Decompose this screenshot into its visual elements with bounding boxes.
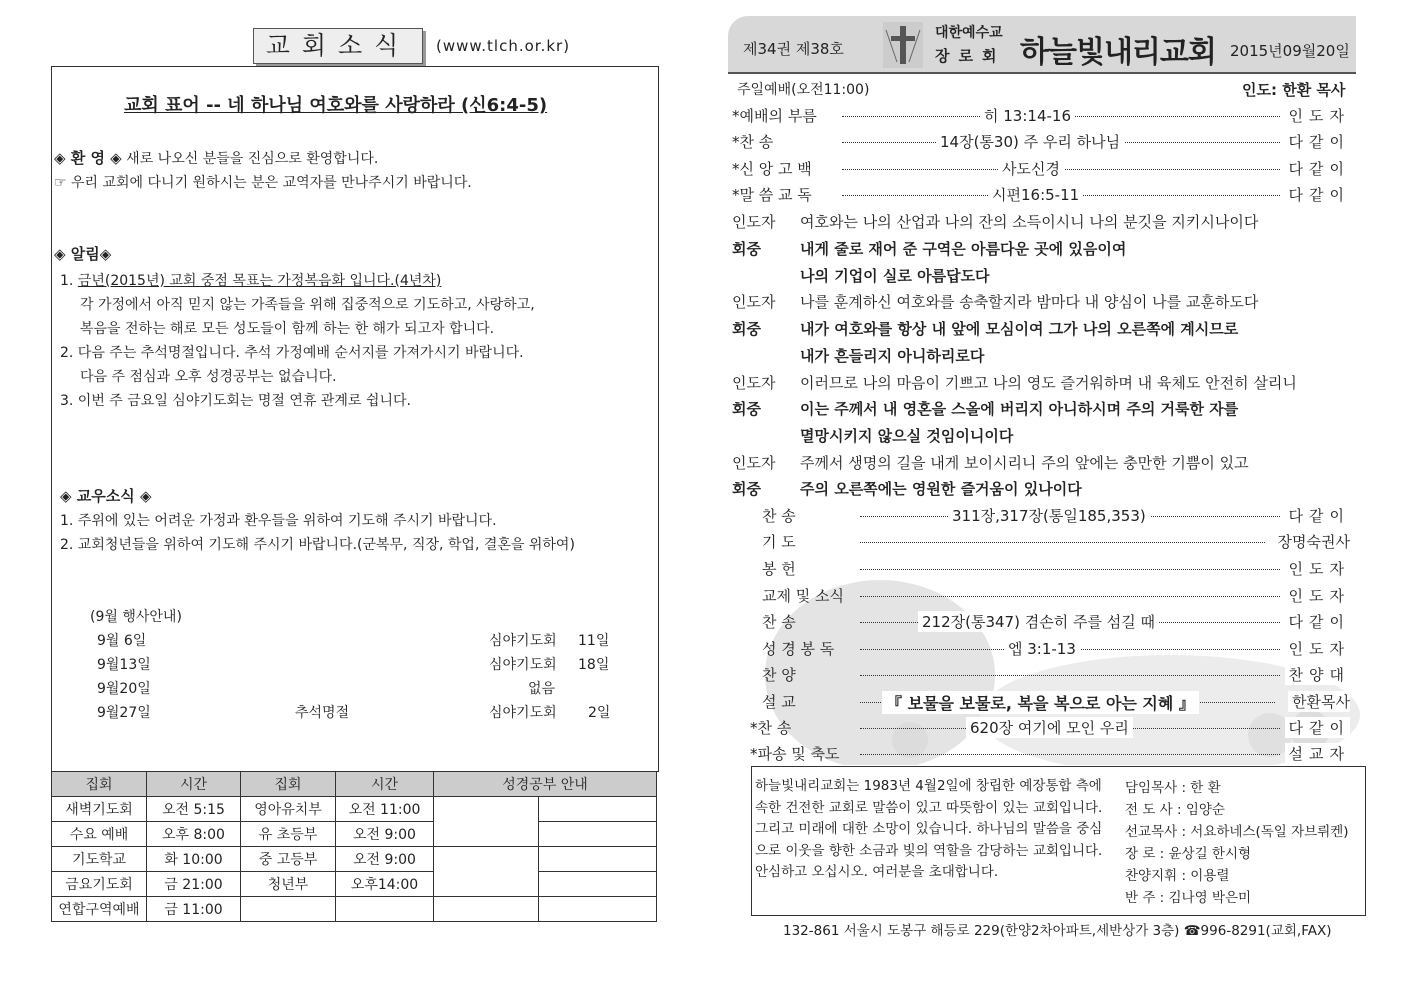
worship-item — [732, 555, 1350, 581]
worship-item — [732, 661, 1350, 687]
service-label: 주일예배(오전11:00) — [737, 82, 870, 98]
reading-speaker: 회중 — [732, 320, 761, 338]
denomination-name: 대한예수교 — [935, 25, 1003, 41]
site-url[interactable]: (www.tlch.or.kr) — [436, 37, 571, 55]
table-cell — [539, 797, 657, 822]
staff-item: 담임목사 : 한 환 — [1125, 780, 1221, 796]
event-date: 9월 6일 — [97, 633, 147, 649]
worship-item-label: *예배의 부름 — [732, 107, 817, 125]
worship-item-label: *신 앙 고 백 — [732, 160, 812, 178]
table-cell — [434, 847, 539, 897]
table-cell — [434, 897, 539, 922]
worship-item-leader: 설교자 — [1285, 743, 1350, 764]
table-cell: 청년부 — [241, 872, 336, 897]
table-cell — [336, 897, 434, 922]
table-cell: 유 초등부 — [241, 822, 336, 847]
worship-item-label: *파송 및 축도 — [750, 745, 840, 763]
table-header: 성경공부 안내 — [434, 772, 657, 797]
worship-item-label: 기 도 — [762, 533, 796, 551]
church-introduction: 하늘빛내리교회는 1983년 4월2일에 창립한 예장통합 측에 속한 건전한 교회로 말씀이 있고 따뜻함이 있는 교회입니다. 그리고 미래에 대한 소망이 있습니다. 하나님의 말씀을 중심으로 이웃을 향한 소금과 빛의 역할을 감당하는 교회입니다. 안심하고 오십시오. 여러분을 초대합니다. — [755, 778, 1103, 881]
event-name: 심야기도회 — [489, 705, 557, 721]
reading-text: 이는 주께서 내 영혼을 스올에 버리지 아니하시며 주의 거룩한 자를 — [800, 400, 1239, 418]
reading-text: 내가 흔들리지 아니하리로다 — [800, 347, 985, 365]
church-name: 하늘빛내리교회 — [1020, 35, 1216, 70]
reading-text: 멸망시키지 않으실 것임이니이다 — [800, 427, 1014, 445]
reading-text: 내게 줄로 재어 준 구역은 아름다운 곳에 있음이여 — [800, 240, 1127, 258]
church-motto: 교회 표어 -- 네 하나님 여호와를 사랑하라 (신6:4-5) — [124, 95, 548, 116]
worship-item — [732, 582, 1350, 608]
worship-item-content: 311장,317장(통일185,353) — [948, 505, 1150, 526]
reading-text: 내가 여호와를 항상 내 앞에 모심이여 그가 나의 오른쪽에 계시므로 — [800, 320, 1239, 338]
table-cell — [539, 822, 657, 847]
welcome-line — [54, 147, 378, 168]
worship-item-leader: 인도자 — [1285, 585, 1350, 606]
table-header: 집회 — [241, 772, 336, 797]
table-cell: 새벽기도회 — [52, 797, 147, 822]
reading-speaker: 인도자 — [732, 213, 776, 231]
table-cell: 금요기도회 — [52, 872, 147, 897]
member-news-2: 2. 교회청년들을 위하여 기도해 주시기 바랍니다.(군복무, 직장, 학업, 결혼을 위하여) — [60, 537, 575, 553]
notice-heading: ◈ 알림◈ — [54, 245, 112, 263]
worship-item-leader: 다같이 — [1285, 131, 1350, 152]
worship-item-content: 엡 3:1-13 — [1004, 638, 1080, 659]
table-cell — [539, 872, 657, 897]
reading-speaker: 인도자 — [732, 293, 776, 311]
event-holiday: 추석명절 — [295, 705, 350, 721]
dot-leader — [860, 675, 1280, 676]
worship-item-leader: 인도자 — [1285, 558, 1350, 579]
worship-item-leader: 인도자 — [1285, 638, 1350, 659]
reading-text: 이러므로 나의 마음이 기쁘고 나의 영도 즐거워하며 내 육체도 안전히 살리니 — [800, 374, 1297, 392]
reading-speaker: 회중 — [732, 240, 761, 258]
worship-item — [732, 635, 1350, 661]
worship-item — [732, 181, 1350, 207]
worship-item-content: 사도신경 — [998, 158, 1064, 179]
table-cell: 오후 8:00 — [147, 822, 241, 847]
staff-item: 장 로 : 윤상길 한시형 — [1125, 846, 1252, 862]
worship-item — [732, 688, 1350, 714]
event-date: 9월20일 — [97, 681, 151, 697]
table-cell: 금 21:00 — [147, 872, 241, 897]
worship-item-leader: 다같이 — [1285, 505, 1350, 526]
reading-speaker: 인도자 — [732, 454, 776, 472]
event-day: 11일 — [578, 633, 610, 649]
table-cell: 오전 11:00 — [336, 797, 434, 822]
worship-item-label: *찬 송 — [750, 719, 792, 737]
reading-speaker: 인도자 — [732, 374, 776, 392]
table-cell: 오후14:00 — [336, 872, 434, 897]
table-cell: 오전 5:15 — [147, 797, 241, 822]
sermon-title: 『 보물을 보물로, 복을 복으로 아는 지혜 』 — [882, 691, 1199, 714]
table-cell — [539, 897, 657, 922]
event-name: 없음 — [528, 681, 556, 697]
table-cell — [434, 797, 539, 847]
table-cell: 기도학교 — [52, 847, 147, 872]
table-cell: 영아유치부 — [241, 797, 336, 822]
worship-item-leader: 인도자 — [1285, 105, 1350, 126]
worship-item-label: 설 교 — [762, 693, 796, 711]
reading-speaker: 회중 — [732, 400, 761, 418]
denomination-name-2: 장로회 — [935, 47, 1006, 65]
welcome-note: ☞ 우리 교회에 다니기 원하시는 분은 교역자를 만나주시기 바랍니다. — [54, 175, 472, 191]
church-address: 132-861 서울시 도봉구 해등로 229(한양2차아파트,세반상가 3층) ☎996-8291(교회,FAX) — [783, 923, 1332, 939]
worship-item-label: 찬 송 — [762, 507, 796, 525]
worship-item — [732, 608, 1350, 634]
staff-item: 선교목사 : 서요하네스(독일 자브뤼켄) — [1125, 824, 1349, 840]
reading-speaker: 회중 — [732, 480, 761, 498]
worship-item — [732, 528, 1350, 554]
notice-3: 3. 이번 주 금요일 심야기도회는 명절 연휴 관계로 쉽니다. — [60, 393, 411, 409]
notice-1 — [60, 270, 441, 290]
member-news-1: 1. 주위에 있는 어려운 가정과 환우들을 위하여 기도해 주시기 바랍니다. — [60, 513, 497, 529]
worship-item-leader: 한환목사 — [1288, 691, 1350, 712]
worship-item — [732, 740, 1350, 766]
news-title: 교회소식 — [253, 28, 423, 64]
worship-item-label: 성 경 봉 독 — [762, 640, 835, 658]
worship-item-leader: 장명숙권사 — [1274, 531, 1350, 552]
table-cell: 화 10:00 — [147, 847, 241, 872]
worship-item-content: 시편16:5-11 — [988, 184, 1083, 205]
dot-leader — [860, 754, 1280, 755]
table-cell — [539, 847, 657, 872]
reading-text: 나의 기업이 실로 아름답도다 — [800, 267, 990, 285]
member-news-heading: ◈ 교우소식 ◈ — [60, 487, 152, 505]
table-cell: 수요 예배 — [52, 822, 147, 847]
table-cell: 오전 9:00 — [336, 847, 434, 872]
worship-item — [732, 714, 1350, 740]
table-cell: 연합구역예배 — [52, 897, 147, 922]
worship-item-leader: 다같이 — [1285, 184, 1350, 205]
reading-text: 나를 훈계하신 여호와를 송축할지라 밤마다 내 양심이 나를 교훈하도다 — [800, 293, 1259, 311]
worship-item — [732, 128, 1350, 154]
bulletin-date: 2015년09월20일 — [1230, 42, 1350, 60]
notice-1-num: 1. — [60, 273, 78, 289]
worship-item — [732, 155, 1350, 181]
table-cell — [241, 897, 336, 922]
welcome-heading: ◈ 환 영 ◈ — [54, 149, 122, 167]
notice-2: 2. 다음 주는 추석명절입니다. 추석 가정예배 순서지를 가져가시기 바랍니다. — [60, 345, 524, 361]
church-logo-icon — [883, 22, 923, 68]
worship-item-label: 찬 양 — [762, 666, 796, 684]
dot-leader — [860, 596, 1280, 597]
worship-item-content: 14장(통30) 주 우리 하나님 — [936, 131, 1124, 152]
worship-item-leader: 찬양대 — [1285, 664, 1350, 685]
table-row — [52, 822, 657, 847]
table-row — [52, 797, 657, 822]
reading-text: 주께서 생명의 길을 내게 보이시리니 주의 앞에는 충만한 기쁨이 있고 — [800, 454, 1249, 472]
worship-item-label: *찬 송 — [732, 133, 774, 151]
table-row — [52, 872, 657, 897]
event-date: 9월27일 — [97, 705, 151, 721]
meeting-schedule-table — [51, 771, 657, 922]
notice-2-line2: 다음 주 점심과 오후 성경공부는 없습니다. — [80, 369, 337, 385]
volume-number: 제34권 제38호 — [743, 40, 844, 58]
worship-item-content: 620장 여기에 모인 우리 — [966, 717, 1133, 738]
reading-text: 여호와는 나의 산업과 나의 잔의 소득이시니 나의 분깃을 지키시나이다 — [800, 213, 1259, 231]
worship-item-leader: 다같이 — [1285, 158, 1350, 179]
worship-item-label: 찬 송 — [762, 613, 796, 631]
table-cell: 중 고등부 — [241, 847, 336, 872]
worship-item-leader: 다같이 — [1285, 611, 1350, 632]
worship-item-label: *말 씀 교 독 — [732, 186, 812, 204]
event-name: 심야기도회 — [489, 633, 557, 649]
table-header: 시간 — [336, 772, 434, 797]
worship-item-leader: 다같이 — [1285, 717, 1350, 738]
table-cell: 오전 9:00 — [336, 822, 434, 847]
worship-item-label: 교제 및 소식 — [762, 587, 844, 605]
notice-1-text: 금년(2015년) 교회 중점 목표는 가정복음화 입니다.(4년차) — [77, 273, 442, 289]
event-day: 2일 — [588, 705, 611, 721]
dot-leader — [860, 569, 1280, 570]
staff-item: 찬양지휘 : 이용렬 — [1125, 868, 1230, 884]
worship-item — [732, 502, 1350, 528]
service-leader: 인도: 한환 목사 — [1242, 81, 1346, 99]
reading-text: 주의 오른쪽에는 영원한 즐거움이 있나이다 — [800, 480, 1082, 498]
welcome-text: 새로 나오신 분들을 진심으로 환영합니다. — [121, 151, 379, 167]
table-row — [52, 847, 657, 872]
worship-item-content: 히 13:14-16 — [980, 105, 1075, 126]
table-header: 시간 — [147, 772, 241, 797]
events-heading: (9월 행사안내) — [90, 609, 182, 625]
table-header: 집회 — [52, 772, 147, 797]
worship-item-content: 212장(통347) 겸손히 주를 섬길 때 — [918, 611, 1159, 632]
table-header-row — [52, 772, 657, 797]
notice-1-line3: 복음을 전하는 해로 모든 성도들이 함께 하는 한 해가 되고자 합니다. — [80, 321, 495, 337]
dot-leader — [860, 542, 1265, 543]
table-row — [52, 897, 657, 922]
event-date: 9월13일 — [97, 657, 151, 673]
event-name: 심야기도회 — [489, 657, 557, 673]
staff-item: 전 도 사 : 임양순 — [1125, 802, 1225, 818]
worship-item-label: 봉 헌 — [762, 560, 796, 578]
notice-1-line2: 각 가정에서 아직 믿지 않는 가족들을 위해 집중적으로 기도하고, 사랑하고, — [80, 297, 535, 313]
worship-item — [732, 102, 1350, 128]
staff-item: 반 주 : 김나영 박은미 — [1125, 890, 1252, 906]
event-day: 18일 — [578, 657, 610, 673]
table-cell: 금 11:00 — [147, 897, 241, 922]
